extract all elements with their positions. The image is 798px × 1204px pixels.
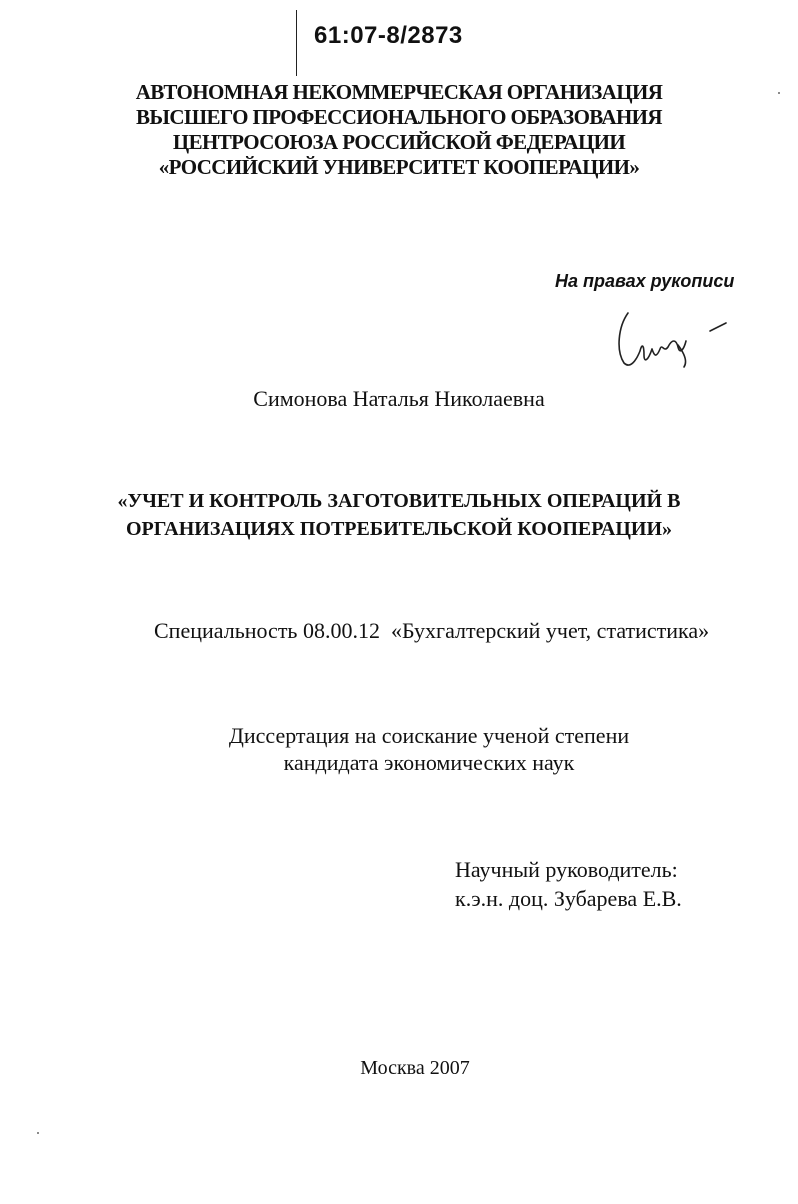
dissertation-title [0,487,738,543]
scan-speck [778,92,780,94]
organization-header [0,80,718,180]
place-year [0,1057,798,1080]
degree-line: кандидата экономических наук [283,750,575,775]
stamp-divider-line [296,10,297,76]
organization-line: АВТОНОМНАЯ НЕКОММЕРЧЕСКАЯ ОРГАНИЗАЦИЯ [135,80,663,104]
title-line: ОРГАНИЗАЦИЯХ ПОТРЕБИТЕЛЬСКОЙ КООПЕРАЦИИ» [125,518,673,540]
title-line: «УЧЕТ И КОНТРОЛЬ ЗАГОТОВИТЕЛЬНЫХ ОПЕРАЦИЙ В [117,490,681,512]
place-year-text: Москва 2007 [360,1057,470,1079]
handwritten-signature [614,305,734,375]
specialty-line: Специальность 08.00.12 «Бухгалтерский учет, статистика» [154,618,710,643]
author-name: Симонова Наталья Николаевна [253,386,545,411]
organization-line: ЦЕНТРОСОЮЗА РОССИЙСКОЙ ФЕДЕРАЦИИ [172,130,626,154]
manuscript-rights-note: На правах рукописи [555,271,735,291]
organization-line: «РОССИЙСКИЙ УНИВЕРСИТЕТ КООПЕРАЦИИ» [158,155,640,179]
supervisor-name: к.э.н. доц. Зубарева Е.В. [455,886,682,911]
organization-line: ВЫСШЕГО ПРОФЕССИОНАЛЬНОГО ОБРАЗОВАНИЯ [136,105,662,129]
degree-statement [0,722,798,776]
scan-speck [37,1132,39,1134]
archive-stamp-number: 61:07-8/2873 [314,22,463,49]
supervisor-label: Научный руководитель: [455,857,678,882]
supervisor-block [455,855,682,913]
degree-line: Диссертация на соискание ученой степени [228,723,630,748]
